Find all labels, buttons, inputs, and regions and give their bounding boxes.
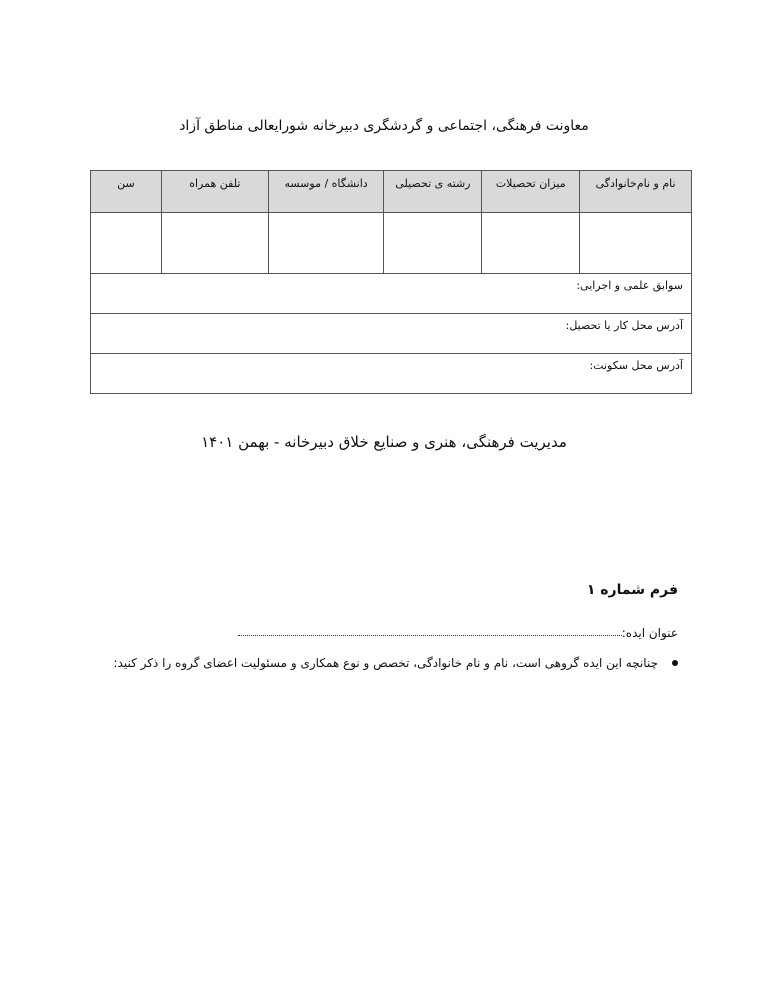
idea-title-input[interactable] (238, 625, 622, 636)
education-level-cell[interactable] (482, 213, 580, 274)
home-address-field[interactable]: آدرس محل سکونت: (91, 354, 692, 394)
form-number-heading: فرم شماره ۱ (586, 582, 678, 598)
column-header-name: نام و نام‌خانوادگی (580, 171, 692, 213)
column-header-age: سن (91, 171, 162, 213)
column-header-university: دانشگاه / موسسه (268, 171, 384, 213)
bullet-icon (672, 660, 678, 666)
applicant-info-table (90, 170, 692, 394)
table-row (91, 213, 692, 274)
idea-title-label: عنوان ایده: (621, 626, 678, 640)
age-cell[interactable] (91, 213, 162, 274)
column-header-field-of-study: رشته ی تحصیلی (384, 171, 482, 213)
table-row (91, 354, 692, 394)
header-title: معاونت فرهنگی، اجتماعی و گردشگری دبیرخانه شورایعالی مناطق آزاد (179, 118, 589, 134)
mobile-phone-cell[interactable] (161, 213, 268, 274)
university-cell[interactable] (268, 213, 384, 274)
subtitle: مدیریت فرهنگی، هنری و صنایع خلاق دبیرخانه - بهمن ۱۴۰۱ (201, 433, 567, 451)
column-header-education-level: میزان تحصیلات (482, 171, 580, 213)
name-cell[interactable] (580, 213, 692, 274)
table-row (91, 314, 692, 354)
instruction-text: چنانچه این ایده گروهی است، نام و نام خانوادگی، تخصص و نوع همکاری و مسئولیت اعضای گروه را ذکر کنید: (113, 656, 658, 670)
field-of-study-cell[interactable] (384, 213, 482, 274)
experience-field[interactable]: سوابق علمی و اجرایی: (91, 274, 692, 314)
table-row (91, 274, 692, 314)
group-members-instruction (114, 656, 679, 670)
table-header-row (91, 171, 692, 213)
column-header-mobile-phone: تلفن همراه (161, 171, 268, 213)
work-address-field[interactable]: آدرس محل کار یا تحصیل: (91, 314, 692, 354)
idea-title-row (238, 620, 678, 640)
